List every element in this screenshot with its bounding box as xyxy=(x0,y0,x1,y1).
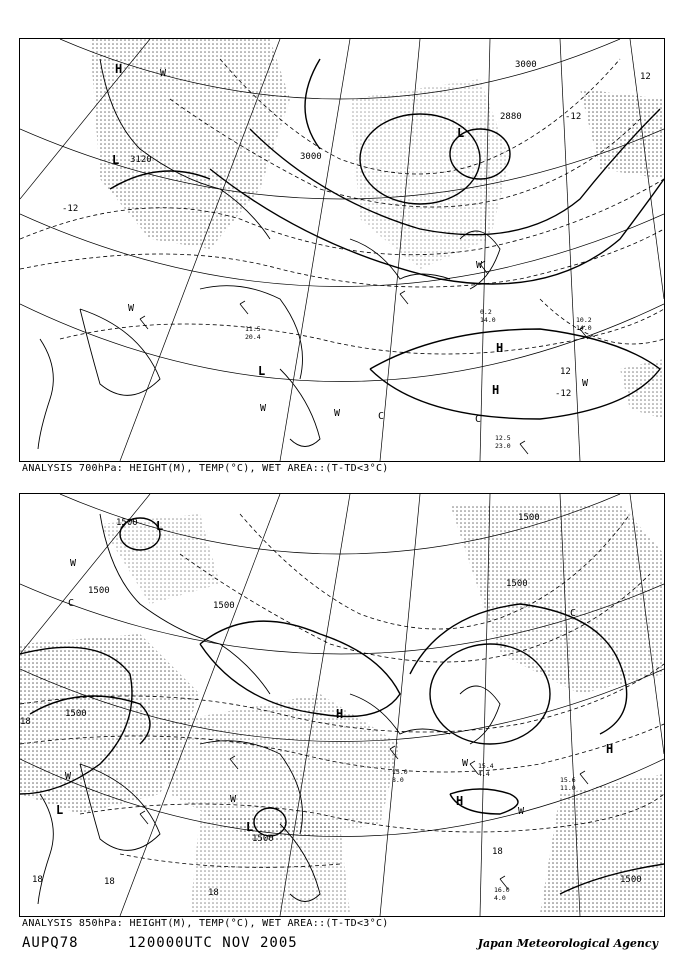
cold-marker: C xyxy=(570,608,577,619)
station-obs: 12.5 xyxy=(495,434,511,442)
pressure-center-low: L xyxy=(246,820,254,834)
pressure-center-high: H xyxy=(492,383,500,397)
wet-area-700 xyxy=(90,39,664,419)
warm-marker: W xyxy=(65,771,72,782)
contour-label: 18 xyxy=(208,888,219,898)
pressure-center-high: H xyxy=(115,62,123,76)
chart-code: AUPQ78 xyxy=(22,935,79,951)
pressure-center-high: H xyxy=(456,794,464,808)
station-obs: 0.2 xyxy=(480,308,492,316)
contour-label: -12 xyxy=(565,112,582,122)
contour-label: 18 xyxy=(32,875,43,885)
pressure-center-low: L xyxy=(457,126,465,140)
station-obs: 11.5 xyxy=(245,325,261,333)
station-obs: 14.0 xyxy=(576,324,592,332)
contour-label: 3000 xyxy=(300,152,322,162)
cold-marker: C xyxy=(68,598,75,609)
contour-label: -12 xyxy=(62,204,79,214)
contour-label: 18 xyxy=(20,717,31,727)
contour-label: 1500 xyxy=(88,586,110,596)
contour-label: 18 xyxy=(104,877,115,887)
map-700hpa-canvas xyxy=(20,39,664,461)
contour-label: 2880 xyxy=(500,112,522,122)
station-obs: 15.0 xyxy=(392,768,408,776)
station-obs: 16.0 xyxy=(494,886,510,894)
contour-label: 1500 xyxy=(252,834,274,844)
valid-time: 120000UTC NOV 2005 xyxy=(128,935,298,951)
warm-marker: W xyxy=(476,260,483,271)
station-obs: 15.6 xyxy=(560,776,576,784)
pressure-center-high: H xyxy=(496,341,504,355)
pressure-center-low: L xyxy=(56,803,64,817)
contour-label: 1500 xyxy=(506,579,528,589)
cold-marker: C xyxy=(475,414,482,425)
pressure-center-high: H xyxy=(336,707,344,721)
station-obs: 8.0 xyxy=(392,776,404,784)
warm-marker: W xyxy=(582,378,589,389)
warm-marker: W xyxy=(128,303,135,314)
station-obs: 10.2 xyxy=(576,316,592,324)
station-obs: 20.4 xyxy=(245,333,261,341)
pressure-center-high: H xyxy=(606,742,614,756)
cold-marker: C xyxy=(378,411,385,422)
contour-label: 18 xyxy=(492,847,503,857)
map-panel-850hpa xyxy=(19,493,665,917)
station-obs: 15.4 xyxy=(478,762,494,770)
warm-marker: W xyxy=(260,403,267,414)
station-obs: 4.4 xyxy=(478,770,490,778)
contour-label: 3000 xyxy=(515,60,537,70)
pressure-center-low: L xyxy=(156,519,164,533)
warm-marker: W xyxy=(334,408,341,419)
pressure-center-low: L xyxy=(258,364,266,378)
station-obs: 23.0 xyxy=(495,442,511,450)
pressure-center-low: L xyxy=(112,153,120,167)
station-obs: 11.0 xyxy=(560,784,576,792)
contour-label: -12 xyxy=(555,389,572,399)
warm-marker: W xyxy=(462,758,469,769)
contour-label: 3120 xyxy=(130,155,152,165)
warm-marker: W xyxy=(230,794,237,805)
contour-label: 1500 xyxy=(620,875,642,885)
contour-label: 1500 xyxy=(213,601,235,611)
contour-label: 1500 xyxy=(116,518,138,528)
station-obs: 14.0 xyxy=(480,316,496,324)
warm-marker: W xyxy=(160,68,167,79)
map-panel-700hpa xyxy=(19,38,665,462)
contour-label: 1500 xyxy=(518,513,540,523)
contour-label: 12 xyxy=(640,72,651,82)
contour-label: 12 xyxy=(560,367,571,377)
warm-marker: W xyxy=(518,806,525,817)
panel-caption-850hpa: ANALYSIS 850hPa: HEIGHT(M), TEMP(°C), WET AREA::(T-TD<3°C) xyxy=(22,918,389,929)
contour-label: 1500 xyxy=(65,709,87,719)
warm-marker: W xyxy=(70,558,77,569)
station-obs: 4.0 xyxy=(494,894,506,902)
agency-credit: Japan Meteorological Agency xyxy=(477,937,658,950)
panel-caption-700hpa: ANALYSIS 700hPa: HEIGHT(M), TEMP(°C), WET AREA::(T-TD<3°C) xyxy=(22,463,389,474)
map-850hpa-canvas xyxy=(20,494,664,916)
